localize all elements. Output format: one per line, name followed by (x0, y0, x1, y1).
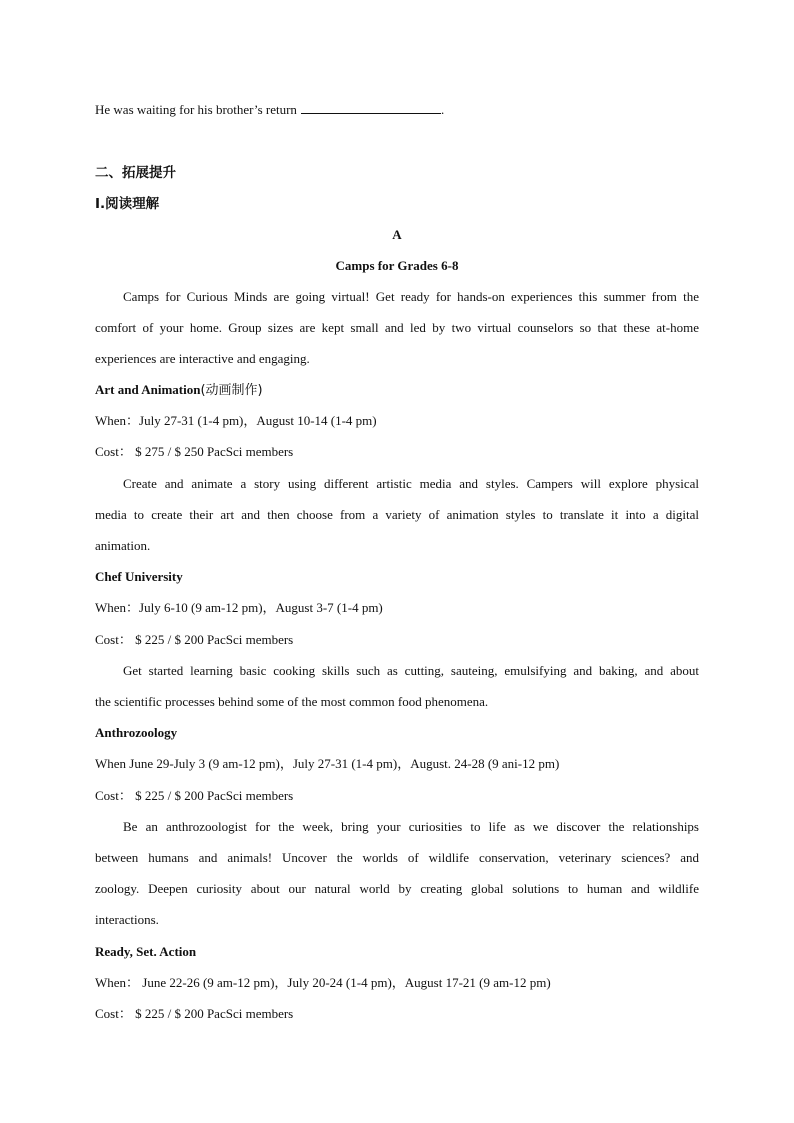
sub-heading: I.阅读理解 (95, 196, 160, 212)
section-heading: 二、拓展提升 (95, 165, 176, 181)
camp-2-desc-2: the scientific processes behind some of the most common food phenomena. (95, 694, 489, 709)
camp-3-cost: Cost： $ 225 / $ 200 PacSci members (95, 788, 294, 803)
camp-2-when: When：July 6-10 (9 am-12 pm)，August 3-7 (1-4 pm) (95, 600, 383, 615)
passage-title: Camps for Grades 6-8 (335, 258, 459, 273)
intro-line-1: Camps for Curious Minds are going virtual! Get ready for hands-on experiences this summer from the (123, 289, 699, 304)
camp-4-when: When： June 22-26 (9 am-12 pm)，July 20-24 (1-4 pm)，August 17-21 (9 am-12 pm) (95, 975, 551, 990)
sentence-period: . (440, 102, 445, 117)
camp-1-desc-2: media to create their art and then choose from a variety of animation styles to translate it into a digital (95, 507, 699, 522)
sentence-text: He was waiting for his brother’s return (95, 102, 297, 117)
camp-2-name: Chef University (95, 569, 183, 584)
camp-1-when: When：July 27-31 (1-4 pm)，August 10-14 (1-4 pm) (95, 413, 377, 428)
camp-2-cost: Cost： $ 225 / $ 200 PacSci members (95, 632, 294, 647)
camp-1-note: (动画制作) (200, 383, 263, 398)
camp-1-desc-1: Create and animate a story using different artistic media and styles. Campers will explore physical (123, 476, 699, 491)
camp-3-desc-2: between humans and animals! Uncover the worlds of wildlife conservation, veterinary sciences? and (95, 850, 699, 865)
camp-3-desc-1: Be an anthrozoologist for the week, bring your curiosities to life as we discover the relationships (123, 819, 699, 834)
camp-3-name: Anthrozoology (95, 725, 178, 740)
camp-3-when: When June 29-July 3 (9 am-12 pm)，July 27-31 (1-4 pm)，August. 24-28 (9 ani-12 pm) (95, 756, 560, 771)
passage-letter: A (392, 227, 402, 242)
camp-3-desc-4: interactions. (95, 912, 159, 927)
intro-line-3: experiences are interactive and engaging. (95, 351, 310, 366)
camp-1-name: Art and Animation (95, 382, 201, 397)
intro-line-2: comfort of your home. Group sizes are kept small and led by two virtual counselors so that these at-home (95, 320, 699, 335)
camp-1-heading (95, 381, 263, 400)
camp-3-desc-3: zoology. Deepen curiosity about our natural world by creating global solutions to human and wildlife (95, 881, 699, 896)
camp-4-name: Ready, Set. Action (95, 944, 197, 959)
camp-4-cost: Cost： $ 225 / $ 200 PacSci members (95, 1006, 294, 1021)
camp-2-desc-1: Get started learning basic cooking skills such as cutting, sauteing, emulsifying and baking, and about (123, 663, 699, 678)
camp-1-desc-3: animation. (95, 538, 151, 553)
exercise-sentence (95, 101, 444, 119)
camp-1-cost: Cost： $ 275 / $ 250 PacSci members (95, 444, 294, 459)
answer-blank (301, 101, 441, 114)
